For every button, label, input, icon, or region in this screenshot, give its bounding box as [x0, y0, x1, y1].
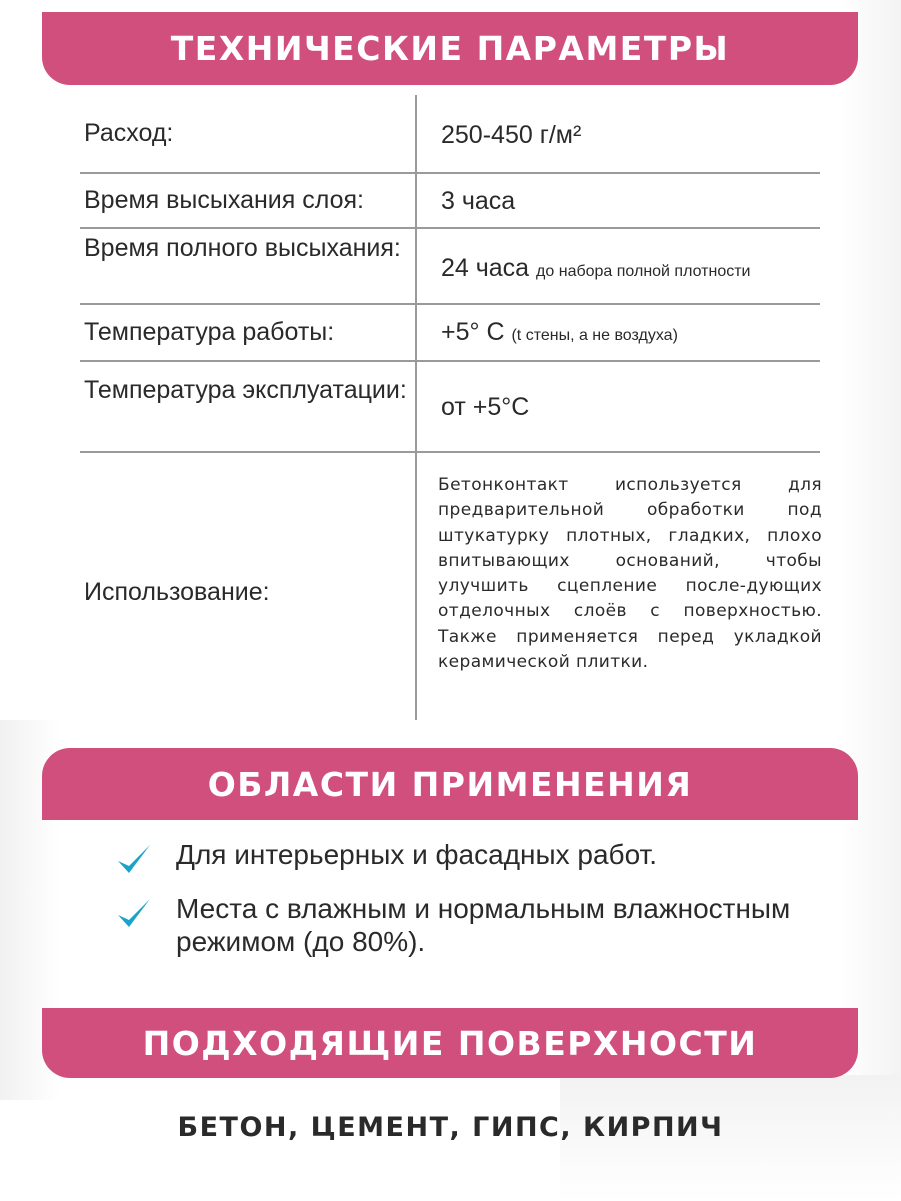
table-row-divider — [80, 360, 820, 362]
application-text: Места с влажным и нормальным влажностным режимом (до 80%). — [176, 893, 791, 957]
surfaces-title: ПОДХОДЯЩИЕ ПОВЕРХНОСТИ — [142, 1023, 758, 1063]
param-value-consumption — [441, 120, 841, 150]
param-value-main: от +5°С — [441, 393, 530, 421]
list-item — [110, 892, 830, 958]
applications-title: ОБЛАСТИ ПРИМЕНЕНИЯ — [207, 764, 693, 804]
tech-params-banner — [42, 12, 858, 85]
param-value-full-drying — [441, 253, 841, 287]
check-icon — [116, 842, 152, 876]
tech-params-title: ТЕХНИЧЕСКИЕ ПАРАМЕТРЫ — [170, 29, 730, 68]
application-text: Для интерьерных и фасадных работ. — [176, 839, 658, 870]
param-value-note: до набора полной плотности — [536, 263, 751, 280]
applications-banner — [42, 748, 858, 820]
param-label-operating-temperature: Температура эксплуатации: — [84, 376, 407, 404]
check-icon — [116, 896, 152, 930]
table-row-divider — [80, 303, 820, 305]
table-row-divider — [80, 172, 820, 174]
param-value-main: 24 часа — [441, 254, 530, 282]
param-value-usage: Бетонконтакт используется для предварительной обработки под штукатурку плотных, гладких, плохо впитывающих оснований, чтобы улучшить сцепление после-дующих отделочных слоёв с поверхностью. Также применяется перед укладкой керамической плитки. — [438, 475, 822, 673]
param-value-main: 3 часа — [441, 187, 516, 215]
applications-list — [110, 838, 830, 979]
param-label-layer-drying: Время высыхания слоя: — [84, 186, 365, 214]
param-value-operating-temperature — [441, 392, 841, 422]
table-row-divider — [80, 227, 820, 229]
param-value-main: +5° С — [441, 318, 505, 346]
surfaces-list: БЕТОН, ЦЕМЕНТ, ГИПС, КИРПИЧ — [177, 1112, 724, 1143]
param-label-usage: Использование: — [84, 578, 270, 606]
param-value-work-temperature — [441, 317, 841, 351]
surfaces-banner — [42, 1008, 858, 1078]
list-item — [110, 838, 830, 871]
param-value-main: 250-450 г/м² — [441, 121, 582, 149]
param-label-consumption: Расход: — [84, 119, 174, 147]
param-value-note: (t стены, а не воздуха) — [511, 327, 678, 344]
table-row-divider — [80, 451, 820, 453]
param-label-work-temperature: Температура работы: — [84, 318, 335, 346]
param-label-full-drying: Время полного высыхания: — [84, 234, 401, 262]
table-column-divider — [415, 95, 417, 720]
param-value-layer-drying — [441, 186, 841, 216]
